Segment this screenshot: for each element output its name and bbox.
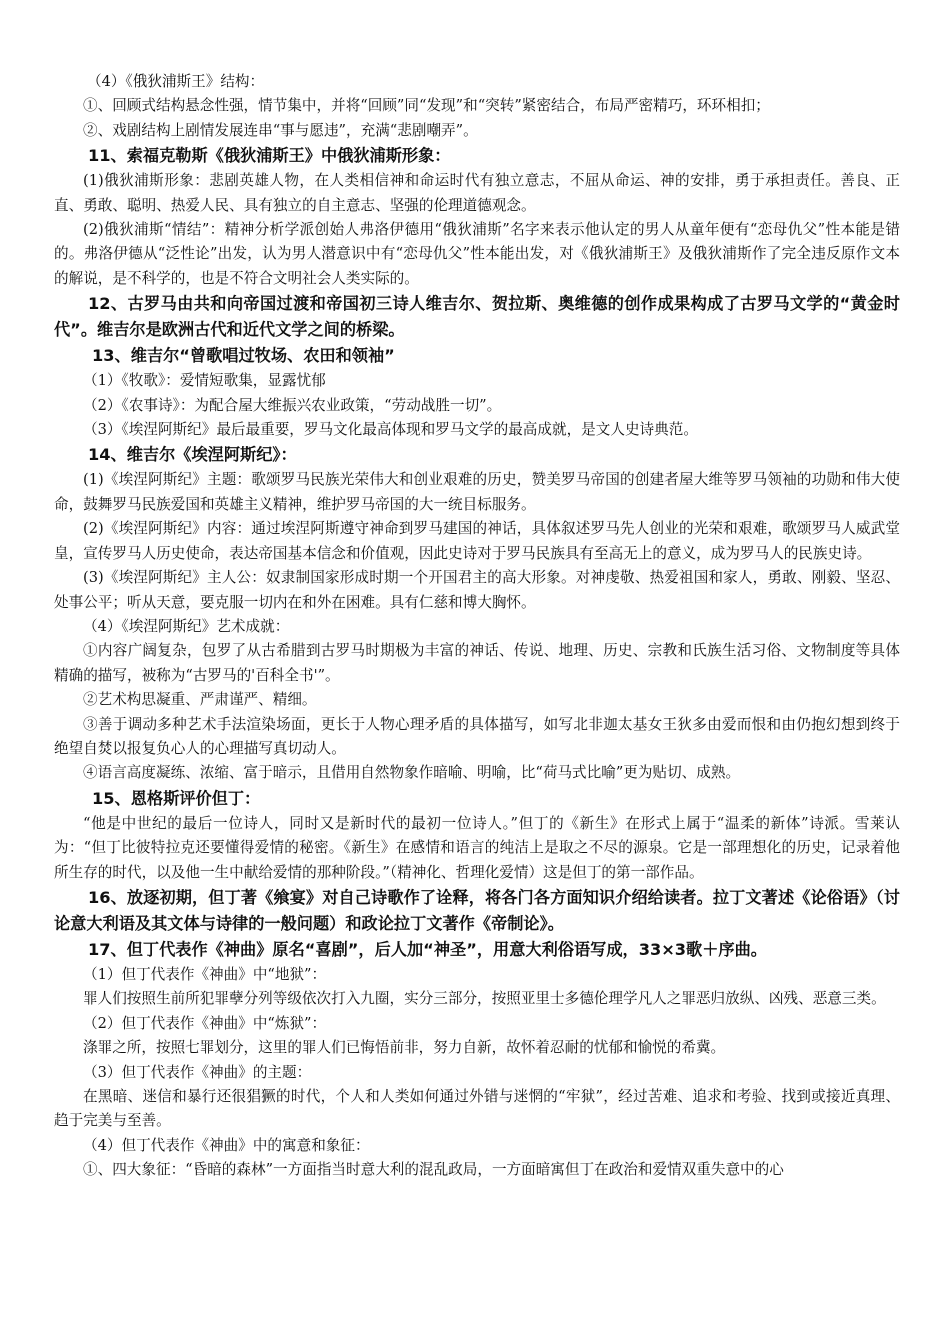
section-heading: 13、维吉尔“曾歌唱过牧场、农田和领袖” [92,346,395,366]
paragraph: (2)《埃涅阿斯纪》内容：通过埃涅阿斯遵守神命到罗马建国的神话，具体叙述罗马先人创业的光荣和艰难，歌颂罗马人威武堂皇，宣传罗马人历史使命，表达帝国基本信念和价值观，因此史诗对于罗马民族具有至高无上的意义，成为罗马人的民族史诗。 [54,520,900,562]
paragraph: （2）但丁代表作《神曲》中“炼狱”： [83,1014,327,1032]
paragraph: (2)俄狄浦斯“情结”：精神分析学派创始人弗洛伊德用“俄狄浦斯”名字来表示他认定的男人从童年便有“恋母仇父”性本能是错的。弗洛伊德从“泛性论”出发，认为男人潜意识中有“恋母仇父”性本能出发，对《俄狄浦斯王》及俄狄浦斯作了完全违反原作文本的解说，是不科学的，也是不符合文明社会人类实际的。 [54,221,900,287]
section-heading: 14、维吉尔《埃涅阿斯纪》： [88,445,297,465]
section-heading: 11、索福克勒斯《俄狄浦斯王》中俄狄浦斯形象： [88,146,451,166]
paragraph: ①、四大象征：“昏暗的森林”一方面指当时意大利的混乱政局，一方面暗寓但丁在政治和爱情双重失意中的心 [83,1161,784,1179]
section-heading: 16、放逐初期，但丁著《飨宴》对自己诗歌作了诠释，将各门各方面知识介绍给读者。拉丁文著述《论俗语》（讨论意大利语及其文体与诗律的一般问题）和政论拉丁文著作《帝制论》。 [54,887,900,933]
paragraph: ②、戏剧结构上剧情发展连串“事与愿违”，充满“悲剧嘲弄”。 [83,121,478,139]
paragraph: (3)《埃涅阿斯纪》主人公：奴隶制国家形成时期一个开国君主的高大形象。对神虔敬、热爱祖国和家人，勇敢、刚毅、坚忍、处事公平；听从天意，要克服一切内在和外在困难。具有仁慈和博大胸怀。 [54,569,900,611]
paragraph: （3）但丁代表作《神曲》的主题： [83,1063,312,1081]
paragraph: ③善于调动多种艺术手法渲染场面，更长于人物心理矛盾的具体描写，如写北非迦太基女王狄多由爱而恨和由仍抱幻想到终于绝望自焚以报复负心人的心理描写真切动人。 [54,715,900,757]
paragraph: (1)《埃涅阿斯纪》主题：歌颂罗马民族光荣伟大和创业艰难的历史，赞美罗马帝国的创建者屋大维等罗马领袖的功勋和伟大使命，鼓舞罗马民族爱国和英雄主义精神，维护罗马帝国的大一统目标服务。 [54,471,900,513]
document-page [54,70,900,1183]
paragraph: （1）但丁代表作《神曲》中“地狱”： [83,965,327,983]
paragraph: ④语言高度凝练、浓缩、富于暗示，且借用自然物象作暗喻、明喻，比“荷马式比喻”更为贴切、成熟。 [83,764,741,782]
paragraph: ②艺术构思凝重、严肃谨严、精细。 [83,691,317,709]
paragraph: 罪人们按照生前所犯罪孽分列等级依次打入九圈，实分三部分，按照亚里士多德伦理学凡人之罪恶归放纵、凶残、恶意三类。 [83,990,886,1008]
paragraph: （4）《埃涅阿斯纪》艺术成就： [83,617,290,635]
section-heading: 15、恩格斯评价但丁： [92,788,261,808]
paragraph: 在黑暗、迷信和暴行还很猖獗的时代，个人和人类如何通过外错与迷惘的“牢狱”，经过苦难、追求和考验、找到或接近真理、趋于完美与至善。 [54,1088,900,1130]
paragraph: （4）《俄狄浦斯王》结构： [87,73,265,90]
paragraph: “他是中世纪的最后一位诗人，同时又是新时代的最初一位诗人。”但丁的《新生》在形式上属于“温柔的新体”诗派。雪莱认为：“但丁比彼特拉克还要懂得爱情的秘密。《新生》在感情和语言的纯洁上是取之不尽的源泉。它是一部理想化的历史，记录着他所生存的时代，以及他一生中献给爱情的那种阶段。”（精神化、哲理化爱情）这是但丁的第一部作品。 [54,814,900,881]
paragraph: （2）《农事诗》：为配合屋大维振兴农业政策，“劳动战胜一切”。 [83,396,502,414]
paragraph: （3）《埃涅阿斯纪》最后最重要，罗马文化最高体现和罗马文学的最高成就，是文人史诗典范。 [83,421,698,439]
paragraph: （1）《牧歌》：爱情短歌集，显露忧郁 [83,372,326,390]
paragraph: （4）但丁代表作《神曲》中的寓意和象征： [83,1136,370,1154]
paragraph: ①、回顾式结构悬念性强，情节集中，并将“回顾”同“发现”和“突转”紧密结合，布局严密精巧，环环相扣； [83,97,770,115]
paragraph: 涤罪之所，按照七罪划分，这里的罪人们已悔悟前非，努力自新，故怀着忍耐的忧郁和愉悦的希冀。 [83,1039,726,1057]
paragraph: (1)俄狄浦斯形象：悲剧英雄人物，在人类相信神和命运时代有独立意志，不屈从命运、神的安排，勇于承担责任。善良、正直、勇敢、聪明、热爱人民、具有独立的自主意志、坚强的伦理道德观念。 [54,172,900,214]
paragraph: ①内容广阔复杂，包罗了从古希腊到古罗马时期极为丰富的神话、传说、地理、历史、宗教和氏族生活习俗、文物制度等具体精确的描写，被称为“古罗马的'百科全书'”。 [54,642,900,684]
section-heading: 12、古罗马由共和向帝国过渡和帝国初三诗人维吉尔、贺拉斯、奥维德的创作成果构成了古罗马文学的“黄金时代”。维吉尔是欧洲古代和近代文学之间的桥梁。 [54,294,900,340]
section-heading: 17、但丁代表作《神曲》原名“喜剧”，后人加“神圣”，用意大利俗语写成，33×3歌＋序曲。 [88,939,767,959]
